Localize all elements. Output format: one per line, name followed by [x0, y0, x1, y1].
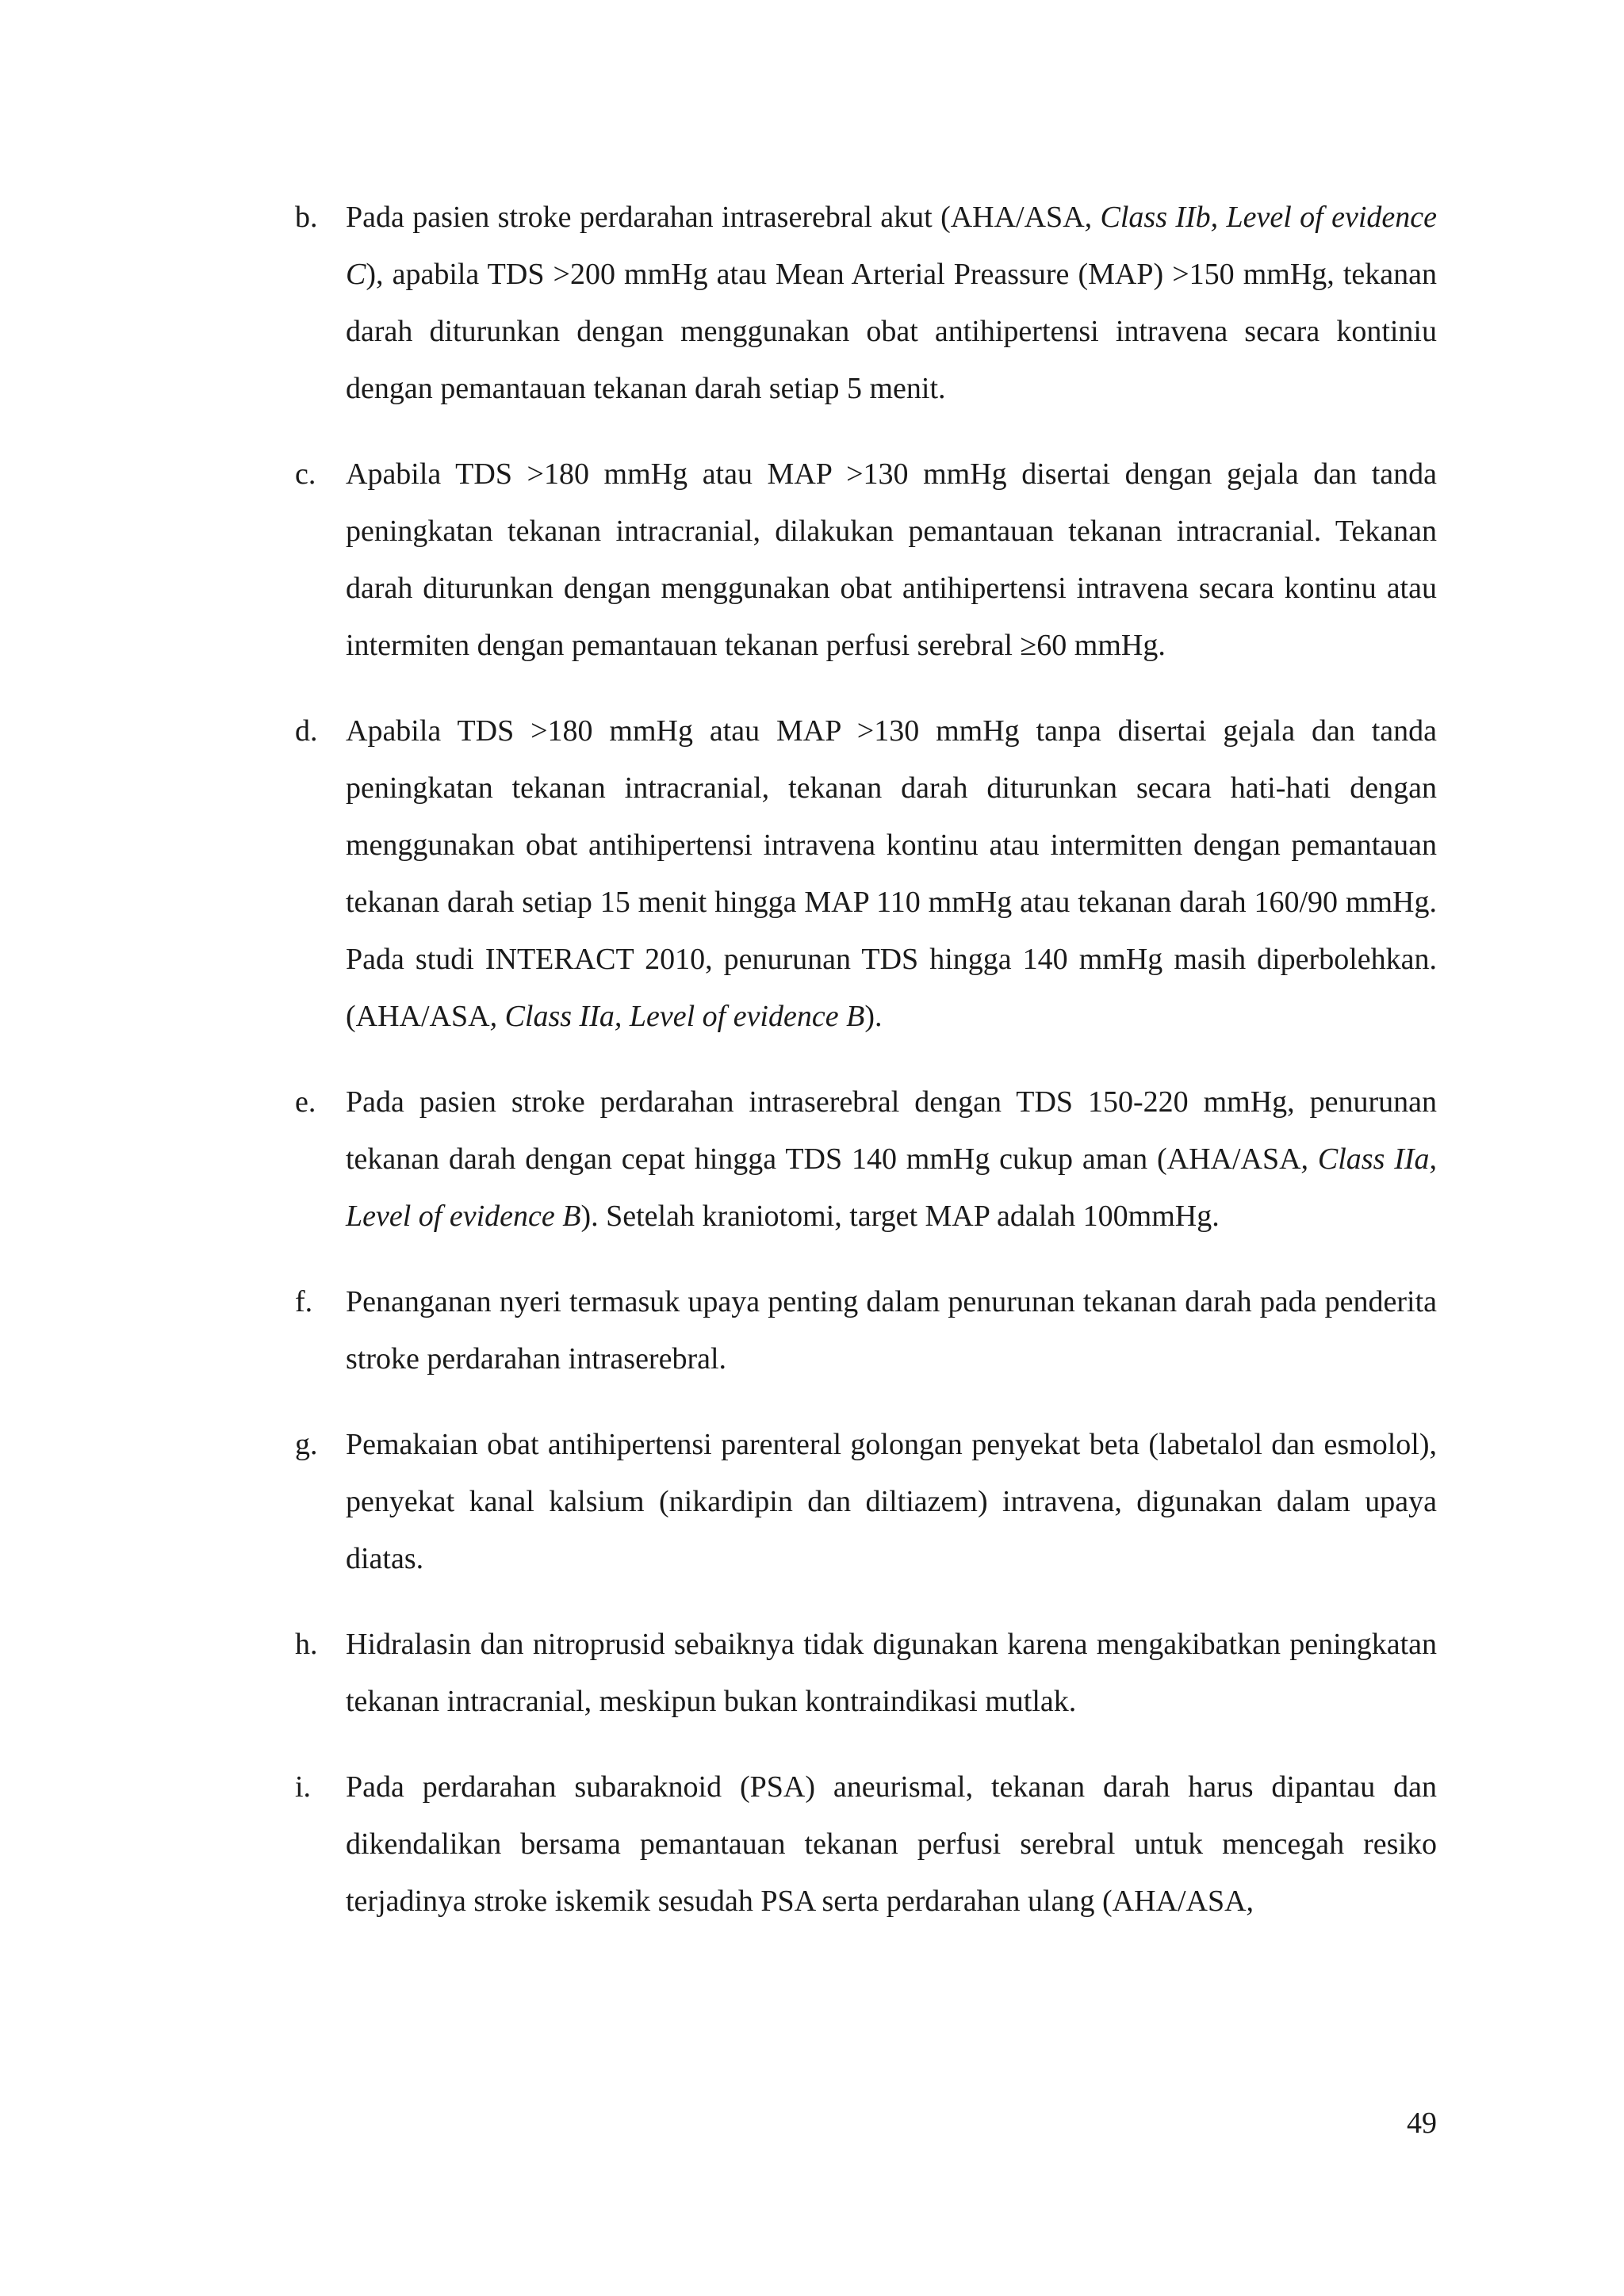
list-item-text	[346, 446, 1437, 674]
text-segment: Pada pasien stroke perdarahan intraserebral dengan TDS 150-220 mmHg, penurunan tekanan darah dengan cepat hingga TDS 140 mmHg cukup aman (AHA/ASA	[346, 1085, 1437, 1176]
list-item-text	[346, 702, 1437, 1045]
text-segment: ).	[864, 1000, 883, 1033]
list-marker: c.	[295, 457, 316, 491]
list-item	[295, 702, 1437, 1045]
list-marker: f.	[295, 1285, 313, 1318]
list-item	[295, 1758, 1437, 1930]
list-item	[295, 1073, 1437, 1245]
list-marker: b.	[295, 201, 318, 234]
text-segment: Pada pasien stroke perdarahan intraserebral akut (AHA/ASA	[346, 201, 1085, 234]
list-item-text	[346, 1758, 1437, 1930]
list-item-text	[346, 1616, 1437, 1730]
text-segment: ), apabila TDS >200 mmHg atau Mean Arterial Preassure (MAP) >150 mmHg, tekanan darah diturunkan dengan menggunakan obat antihipertensi intravena secara kontiniu dengan pemantauan tekanan darah setiap 5 menit.	[346, 258, 1437, 405]
list-marker: e.	[295, 1085, 316, 1119]
list-marker: i.	[295, 1770, 312, 1804]
list-item-text	[346, 1273, 1437, 1387]
list-item-text	[346, 1416, 1437, 1587]
guideline-list	[295, 189, 1437, 1958]
page-number: 49	[1407, 2107, 1437, 2140]
list-item	[295, 1273, 1437, 1387]
italic-text-segment: , Class IIb, Level of evidence C	[346, 201, 1437, 291]
text-segment: Hidralasin dan nitroprusid sebaiknya tidak digunakan karena mengakibatkan peningkatan tekanan intracranial, meskipun bukan kontraindikasi mutlak.	[346, 1628, 1437, 1718]
italic-text-segment: , Class IIa, Level of evidence B	[346, 1142, 1437, 1233]
text-segment: ). Setelah kraniotomi, target MAP adalah 100mmHg.	[580, 1200, 1220, 1233]
text-segment: Pada perdarahan subaraknoid (PSA) aneurismal, tekanan darah harus dipantau dan dikendalikan bersama pemantauan tekanan perfusi serebral untuk mencegah resiko terjadinya stroke iskemik sesudah PSA serta perdarahan ulang (AHA/ASA	[346, 1770, 1437, 1918]
text-segment: Penanganan nyeri termasuk upaya penting dalam penurunan tekanan darah pada penderita stroke perdarahan intraserebral.	[346, 1285, 1437, 1376]
list-item-text	[346, 1073, 1437, 1245]
list-item	[295, 1416, 1437, 1587]
list-marker: g.	[295, 1428, 318, 1461]
text-segment: Apabila TDS >180 mmHg atau MAP >130 mmHg disertai dengan gejala dan tanda peningkatan tekanan intracranial, dilakukan pemantauan tekanan intracranial. Tekanan darah diturunkan dengan menggunakan obat antihipertensi intravena secara kontinu atau intermiten dengan pemantauan tekanan perfusi serebral ≥60 mmHg.	[346, 457, 1437, 662]
text-segment: Apabila TDS >180 mmHg atau MAP >130 mmHg tanpa disertai gejala dan tanda peningkatan tekanan intracranial, tekanan darah diturunkan secara hati-hati dengan menggunakan obat antihipertensi intravena kontinu atau intermitten dengan pemantauan tekanan darah setiap 15 menit hingga MAP 110 mmHg atau tekanan darah 160/90 mmHg. Pada studi INTERACT 2010, penurunan TDS hingga 140 mmHg masih diperbolehkan. (AHA/ASA	[346, 714, 1437, 1033]
italic-text-segment: , Class IIa, Level of evidence B	[489, 1000, 865, 1033]
text-segment: Pemakaian obat antihipertensi parenteral golongan penyekat beta (labetalol dan esmolol), penyekat kanal kalsium (nikardipin dan diltiazem) intravena, digunakan dalam upaya diatas.	[346, 1428, 1437, 1575]
list-marker: d.	[295, 714, 318, 748]
list-item	[295, 1616, 1437, 1730]
list-item	[295, 189, 1437, 417]
list-item-text	[346, 189, 1437, 417]
list-marker: h.	[295, 1628, 318, 1661]
list-item	[295, 446, 1437, 674]
italic-text-segment: ,	[1246, 1885, 1254, 1918]
